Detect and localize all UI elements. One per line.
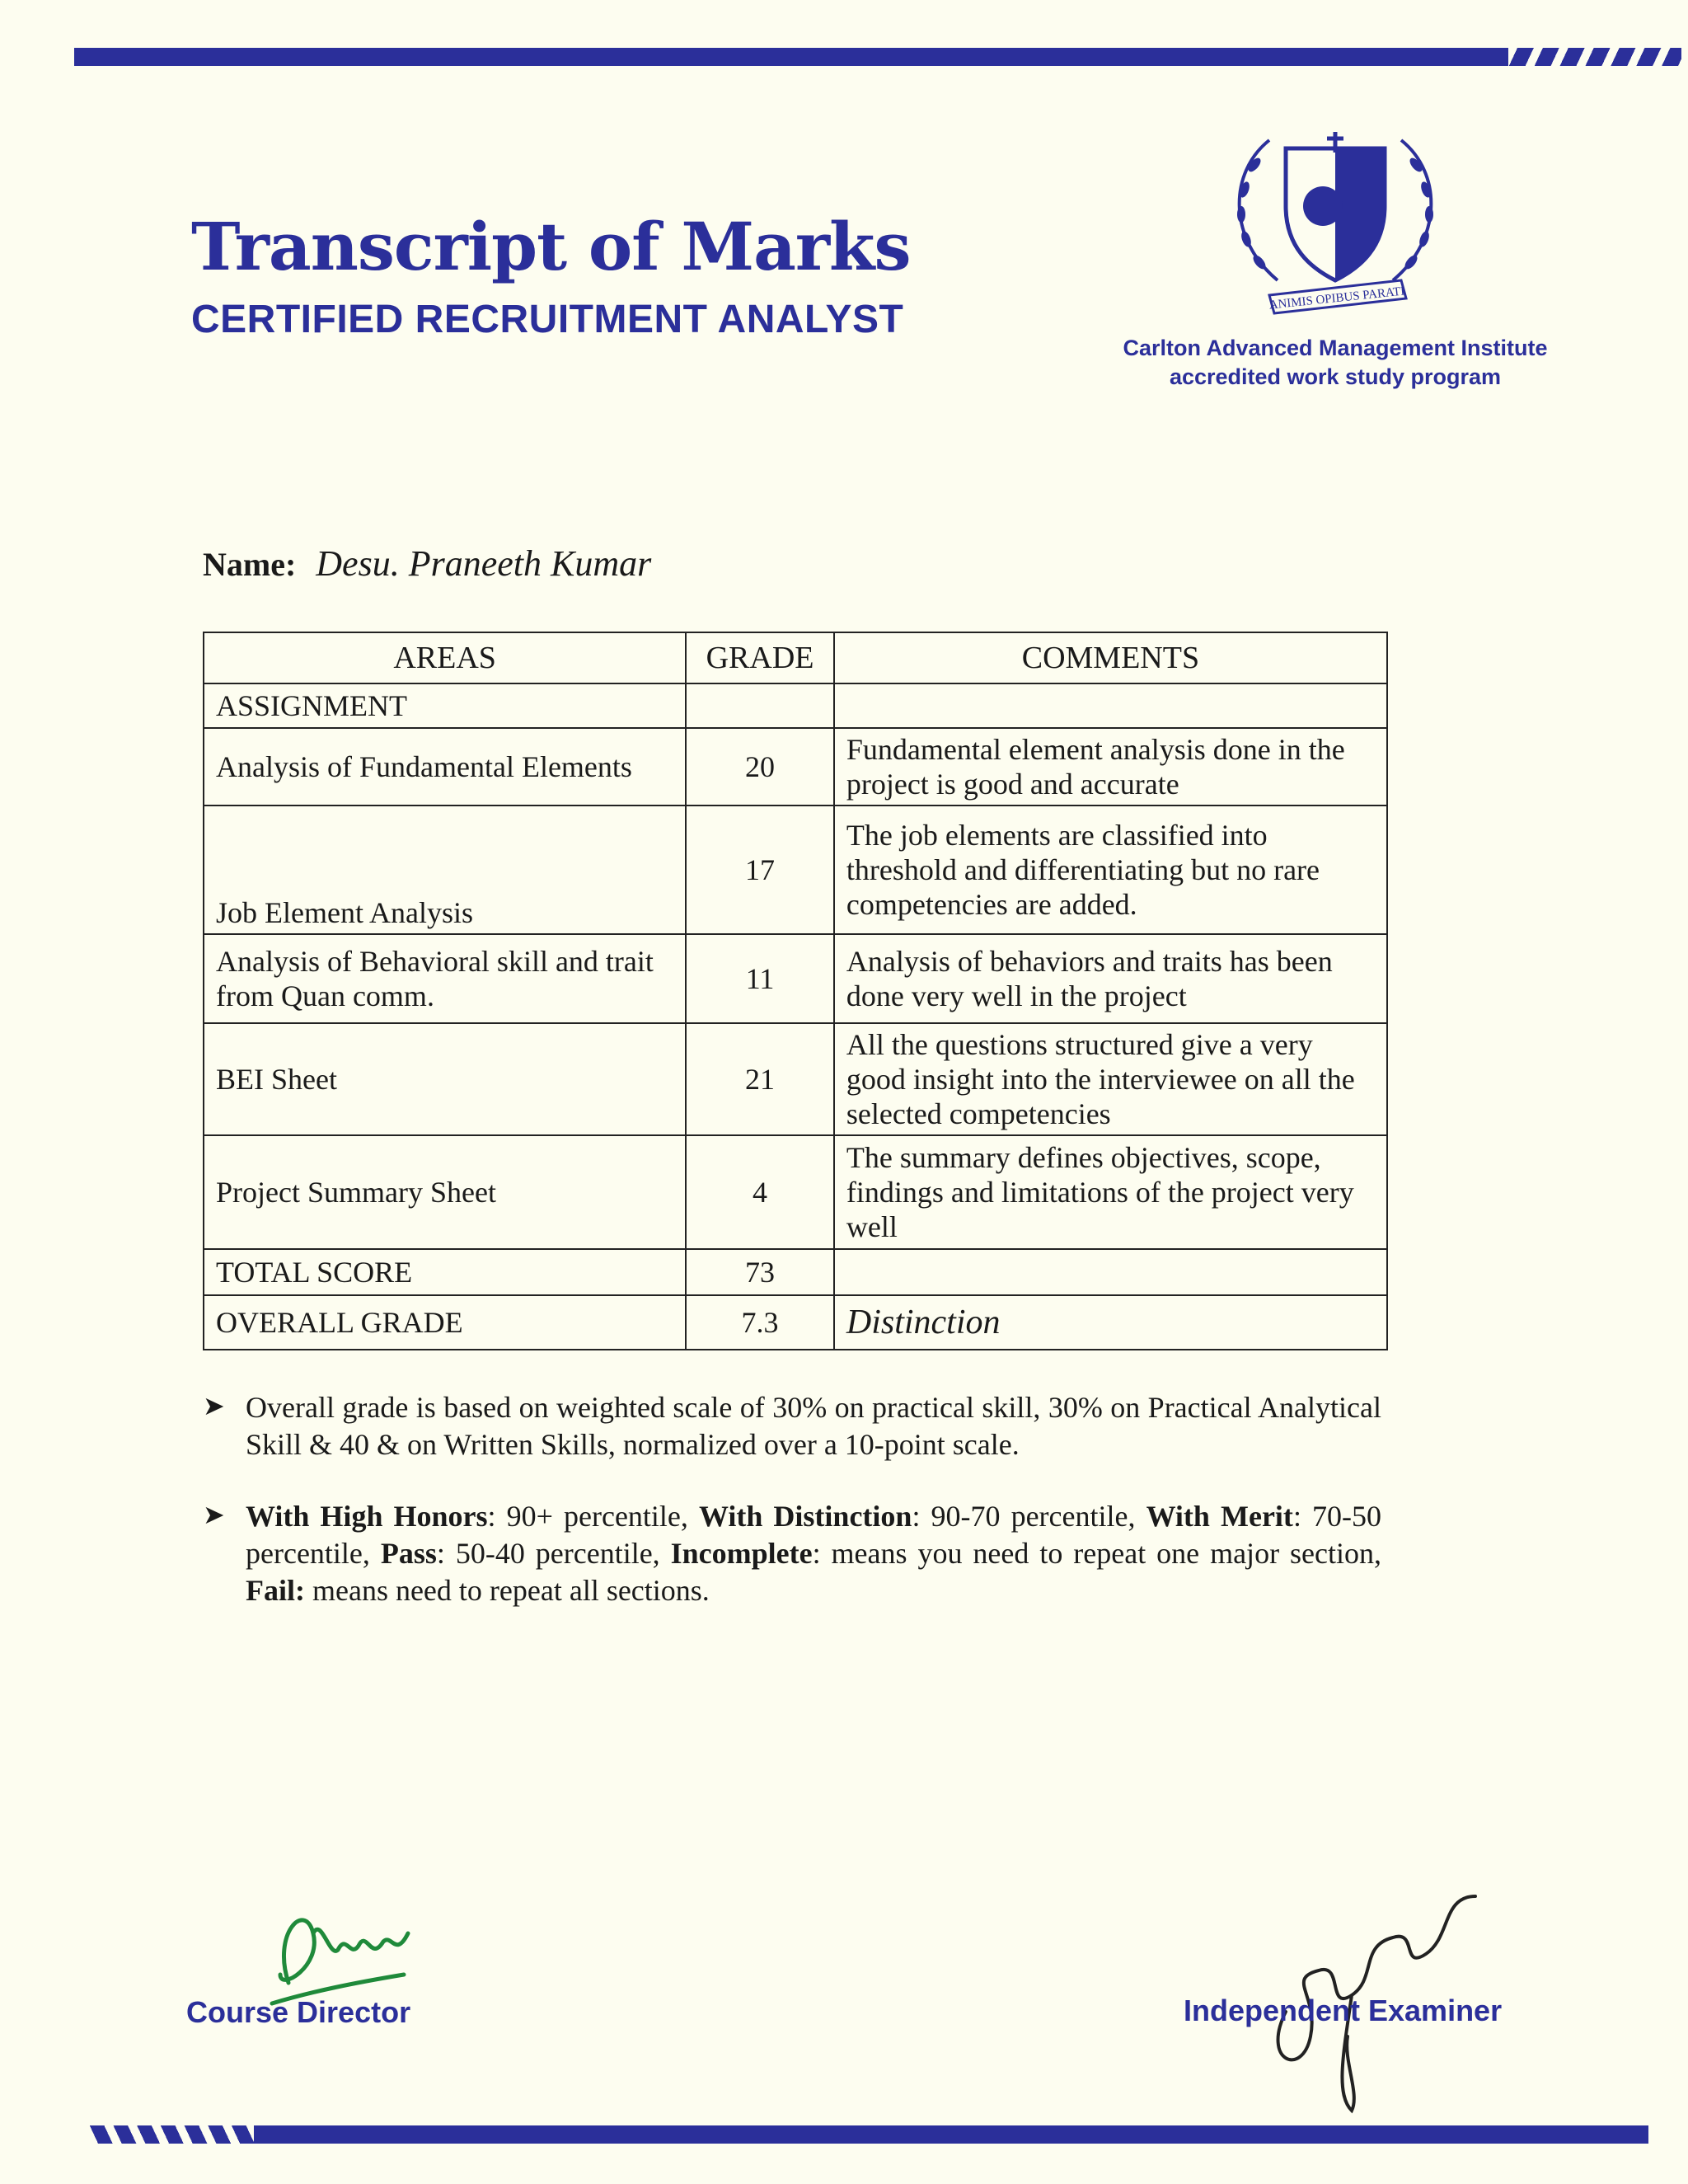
band-incomplete-text: : means you need to repeat one major section,	[812, 1537, 1381, 1570]
band-fail-text: means need to repeat all sections.	[304, 1574, 710, 1607]
page-title: Transcript of Marks	[191, 208, 911, 285]
table-row	[204, 728, 1387, 805]
student-name-row	[203, 542, 651, 585]
table-row	[204, 1023, 1387, 1135]
total-comment-empty	[834, 1249, 1387, 1295]
band-high-honors-label: With High Honors	[246, 1500, 488, 1533]
course-director-label: Course Director	[186, 1995, 411, 2029]
row-grade: 20	[686, 728, 834, 805]
band-distinction-label: With Distinction	[698, 1500, 912, 1533]
row-area: Job Element Analysis	[204, 805, 686, 934]
row-comment: Fundamental element analysis done in the project is good and accurate	[834, 728, 1387, 805]
bottom-border-stripes	[89, 2125, 254, 2144]
table-row	[204, 934, 1387, 1023]
section-grade-empty	[686, 683, 834, 728]
name-label: Name:	[203, 546, 297, 583]
grading-notes	[203, 1389, 1381, 1644]
row-grade: 11	[686, 934, 834, 1023]
row-comment: The summary defines objectives, scope, findings and limitations of the project very well	[834, 1135, 1387, 1249]
row-area: Project Summary Sheet	[204, 1135, 686, 1249]
band-pass-text: : 50-40 percentile,	[436, 1537, 671, 1570]
row-area: Analysis of Behavioral skill and trait from Quan comm.	[204, 934, 686, 1023]
overall-value: 7.3	[686, 1295, 834, 1350]
table-row	[204, 805, 1387, 934]
row-comment: The job elements are classified into threshold and differentiating but no rare competencies are added.	[834, 805, 1387, 934]
bottom-border-bar	[89, 2125, 1648, 2144]
independent-examiner-signature	[1253, 1847, 1500, 2119]
student-name: Desu. Praneeth Kumar	[316, 543, 652, 584]
section-label: ASSIGNMENT	[204, 683, 686, 728]
top-border-bar	[74, 48, 1681, 66]
overall-label: OVERALL GRADE	[204, 1295, 686, 1350]
band-high-honors-text: : 90+ percentile,	[487, 1500, 699, 1533]
institute-program: accredited work study program	[1169, 364, 1502, 390]
row-comment: All the questions structured give a very good insight into the interviewee on all the selected competencies	[834, 1023, 1387, 1135]
table-header-row	[204, 632, 1387, 683]
marks-table	[203, 632, 1388, 1350]
header-comments: COMMENTS	[834, 632, 1387, 683]
row-grade: 4	[686, 1135, 834, 1249]
institute-crest-icon	[1212, 115, 1459, 338]
total-value: 73	[686, 1249, 834, 1295]
institute-block	[1096, 334, 1574, 392]
band-distinction-text: : 90-70 percentile,	[912, 1500, 1146, 1533]
header-areas: AREAS	[204, 632, 686, 683]
section-comment-empty	[834, 683, 1387, 728]
arrow-bullet-icon: ➤	[203, 1391, 225, 1421]
institute-name: Carlton Advanced Management Institute	[1123, 336, 1548, 360]
row-area: BEI Sheet	[204, 1023, 686, 1135]
total-label: TOTAL SCORE	[204, 1249, 686, 1295]
overall-row	[204, 1295, 1387, 1350]
row-comment: Analysis of behaviors and traits has been done very well in the project	[834, 934, 1387, 1023]
band-incomplete-label: Incomplete	[670, 1537, 813, 1570]
band-fail-label: Fail:	[246, 1574, 305, 1607]
note-weighting-text: Overall grade is based on weighted scale of 30% on practical skill, 30% on Practical Analytical Skill & 40 & on Written Skills, normalized over a 10-point scale.	[246, 1391, 1381, 1461]
row-grade: 17	[686, 805, 834, 934]
band-pass-label: Pass	[380, 1537, 437, 1570]
band-merit-label: With Merit	[1146, 1500, 1293, 1533]
note-weighting	[203, 1389, 1381, 1463]
top-border-stripes	[1508, 48, 1681, 66]
independent-examiner-label: Independent Examiner	[1184, 1994, 1503, 2027]
page-subtitle: CERTIFIED RECRUITMENT ANALYST	[191, 298, 904, 341]
table-row	[204, 1135, 1387, 1249]
total-row	[204, 1249, 1387, 1295]
note-grade-bands	[203, 1498, 1381, 1609]
row-area: Analysis of Fundamental Elements	[204, 728, 686, 805]
header-grade: GRADE	[686, 632, 834, 683]
crest-motto: ANIMIS OPIBUS PARATI	[1268, 284, 1406, 312]
band-merit-text: : 70-50 percentile,	[246, 1500, 1382, 1570]
overall-comment: Distinction	[834, 1295, 1387, 1350]
section-row	[204, 683, 1387, 728]
arrow-bullet-icon: ➤	[203, 1500, 225, 1529]
row-grade: 21	[686, 1023, 834, 1135]
